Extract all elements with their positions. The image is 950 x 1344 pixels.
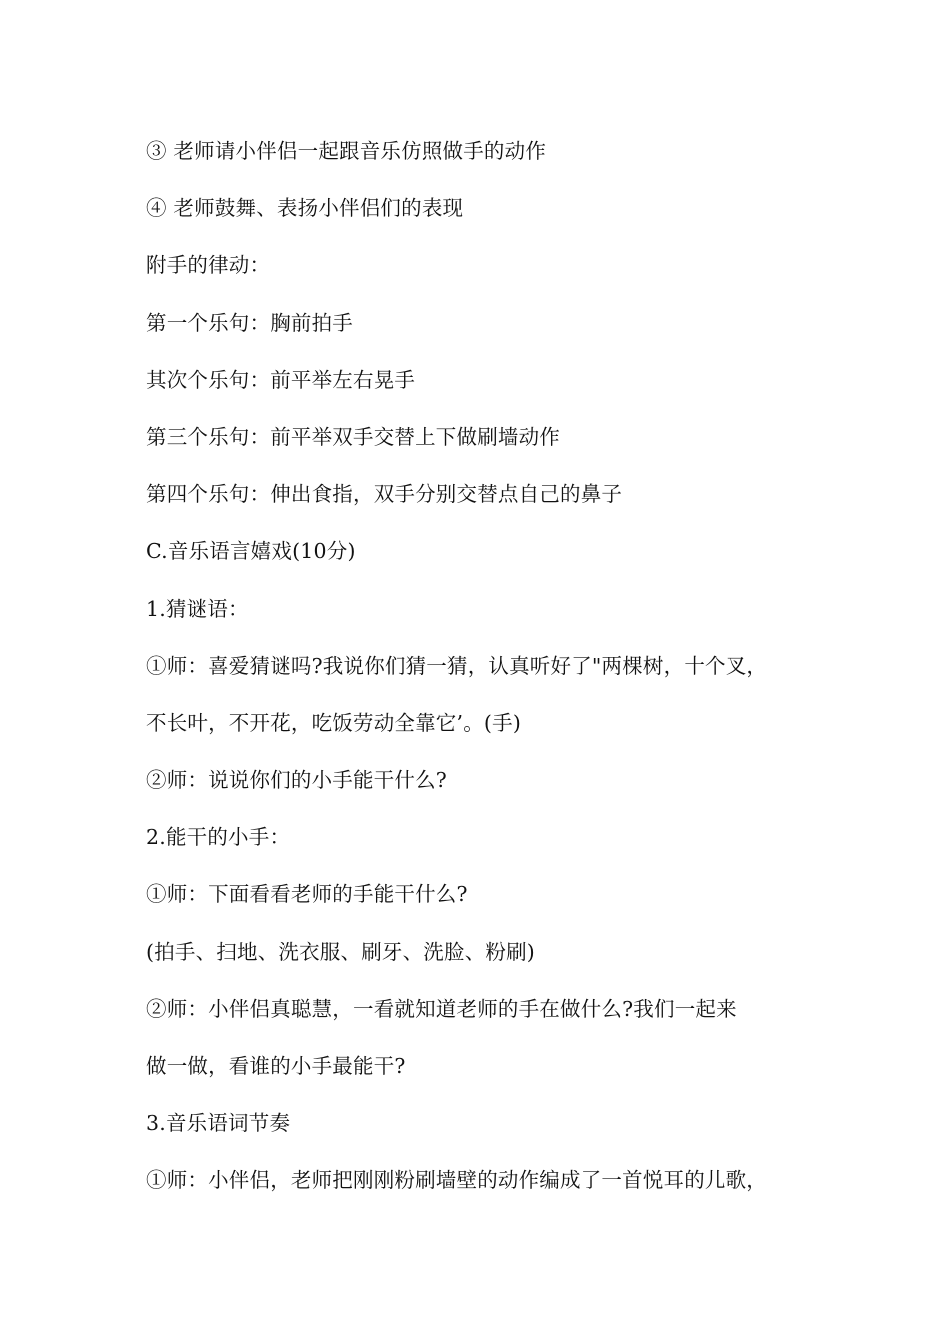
text-line-11: 不长叶，不开花，吃饭劳动全靠它’。(手): [146, 710, 522, 735]
text-line-12: ②师：说说你们的小手能干什么?: [146, 768, 447, 793]
text-line-10: ①师：喜爱猜谜吗?我说你们猜一猜，认真听好了"两棵树，十个叉，: [146, 653, 768, 678]
section-heading-c: C.音乐语言嬉戏(10分): [146, 539, 356, 564]
text-line-2: ④ 老师鼓舞、表扬小伴侣们的表现: [146, 196, 464, 221]
text-line-19: ①师：小伴侣，老师把刚刚粉刷墙壁的动作编成了一首悦耳的儿歌，: [146, 1168, 767, 1193]
text-line-6: 第三个乐句：前平举双手交替上下做刷墙动作: [146, 424, 560, 449]
text-line-4: 第一个乐句：胸前拍手: [146, 310, 353, 335]
text-line-15: (拍手、扫地、洗衣服、刷牙、洗脸、粉刷): [146, 939, 535, 964]
text-line-1: ③ 老师请小伴侣一起跟音乐仿照做手的动作: [146, 139, 547, 163]
text-line-5: 其次个乐句：前平举左右晃手: [146, 367, 416, 392]
subheading-riddle: 1.猜谜语：: [146, 596, 249, 621]
document-body: [146, 129, 836, 1216]
text-line-7: 第四个乐句：伸出食指，双手分别交替点自己的鼻子: [146, 482, 623, 507]
text-line-3: 附手的律动：: [146, 253, 271, 278]
text-line-14: ①师：下面看看老师的手能干什么?: [146, 882, 468, 907]
subheading-rhythm: 3.音乐语词节奏: [146, 1111, 291, 1136]
subheading-capable-hands: 2.能干的小手：: [146, 825, 291, 850]
text-line-16: ②师：小伴侣真聪慧，一看就知道老师的手在做什么?我们一起来: [146, 996, 737, 1021]
text-line-17: 做一做，看谁的小手最能干?: [146, 1054, 406, 1078]
